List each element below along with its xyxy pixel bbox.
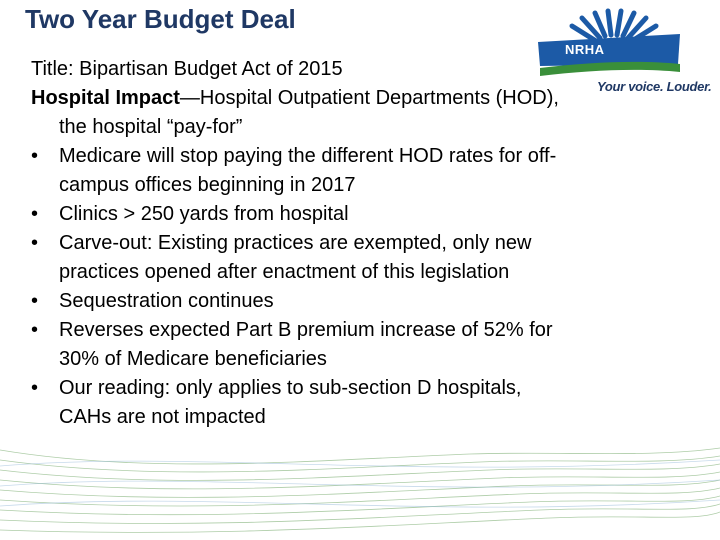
bullet-text: Sequestration continues (59, 290, 274, 312)
bullet-text: Our reading: only applies to sub-section D hospitals, CAHs are not impacted (59, 377, 522, 428)
bullet-item (31, 316, 691, 374)
bullet-item (31, 374, 691, 432)
bullet-item (31, 229, 691, 287)
logo-tagline: Your voice. Louder. (597, 79, 712, 94)
decorative-wave-lines (0, 420, 720, 540)
bullet-item (31, 142, 691, 200)
hospital-impact-continuation: the hospital “pay-for” (59, 116, 243, 138)
logo-wordmark: NRHA (565, 42, 605, 57)
hospital-impact-line (31, 84, 691, 113)
bullet-marker: • (31, 290, 39, 312)
bullet-text: Clinics > 250 yards from hospital (59, 203, 349, 225)
bullet-text: Medicare will stop paying the different HOD rates for off- campus offices beginning in 2017 (59, 145, 557, 196)
act-title-line: Title: Bipartisan Budget Act of 2015 (31, 58, 343, 80)
bullet-marker: • (31, 377, 39, 399)
bullet-text: Reverses expected Part B premium increase of 52% for 30% of Medicare beneficiaries (59, 319, 553, 370)
bullet-marker: • (31, 319, 39, 341)
bullet-item (31, 200, 691, 229)
bullet-marker: • (31, 232, 39, 254)
bullet-text: Carve-out: Existing practices are exempted, only new practices opened after enactment of this legislation (59, 232, 532, 283)
slide-title: Two Year Budget Deal (25, 4, 296, 34)
hospital-impact-label: Hospital Impact (31, 87, 180, 109)
hospital-impact-text: —Hospital Outpatient Departments (HOD), (179, 87, 559, 109)
bullet-marker: • (31, 203, 39, 225)
slide-body (31, 55, 691, 432)
bullet-item (31, 287, 691, 316)
bullet-marker: • (31, 145, 39, 167)
